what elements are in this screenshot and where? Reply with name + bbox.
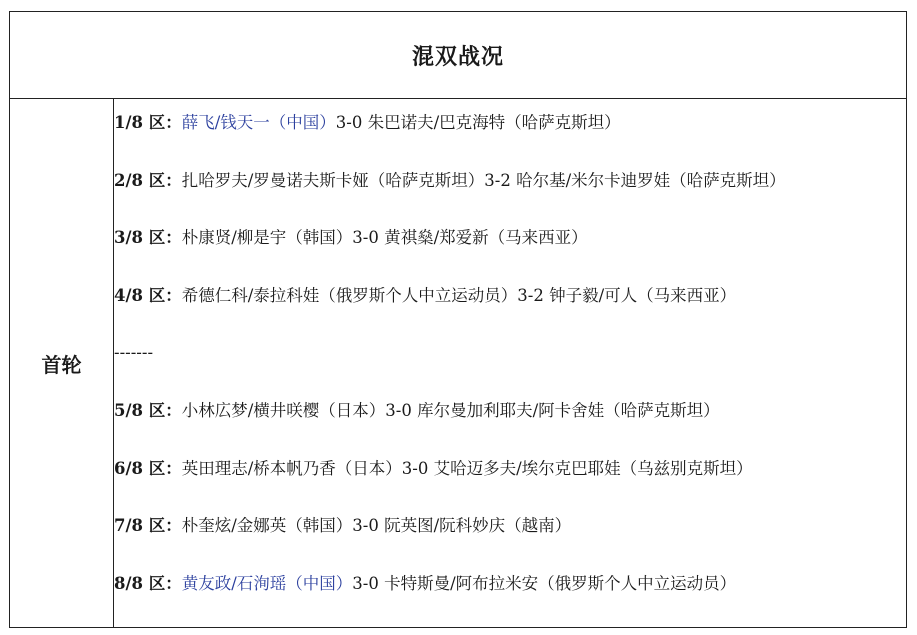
zone-label: 5/8 区： — [114, 400, 182, 420]
match-line — [114, 166, 894, 224]
team2-name: 阮英图/阮科妙庆（越南） — [384, 516, 572, 536]
team2-name: 卡特斯曼/阿布拉米安（俄罗斯个人中立运动员） — [384, 573, 737, 593]
separator-line: ------- — [114, 343, 154, 363]
match-score: 3-2 — [517, 285, 544, 305]
team2-name: 黄祺燊/郑爱新（马来西亚） — [384, 228, 588, 248]
zone-label: 8/8 区： — [114, 573, 182, 593]
match-list — [114, 108, 894, 626]
match-line — [114, 281, 894, 339]
team2-name: 库尔曼加利耶夫/阿卡舍娃（哈萨克斯坦） — [417, 400, 720, 420]
zone-label: 3/8 区： — [114, 228, 182, 248]
round-label: 首轮 — [41, 352, 82, 377]
team2-name: 钟子毅/可人（马来西亚） — [549, 285, 737, 305]
round-cell — [10, 99, 114, 627]
zone-label: 2/8 区： — [114, 170, 182, 190]
match-score: 3-0 — [401, 458, 429, 478]
zone-label: 1/8 区： — [114, 113, 182, 132]
zone-label: 6/8 区： — [114, 458, 182, 478]
zone-label: 4/8 区： — [114, 285, 182, 305]
team1-name: 英田理志/桥本帆乃香（日本） — [181, 458, 402, 478]
team2-name: 朱巴诺夫/巴克海特（哈萨克斯坦） — [367, 113, 621, 132]
match-score: 3-0 — [352, 573, 379, 593]
table-header — [10, 12, 906, 99]
match-line — [114, 454, 894, 512]
match-line — [114, 511, 894, 569]
table-title: 混双战况 — [411, 43, 504, 70]
team1-name: 薛飞/钱天一（中国） — [181, 113, 336, 132]
team1-name: 黄友政/石洵瑶（中国） — [181, 573, 353, 593]
team1-name: 希德仁科/泰拉科娃（俄罗斯个人中立运动员） — [181, 285, 518, 305]
match-score: 3-0 — [385, 400, 412, 420]
match-score: 3-0 — [352, 516, 379, 536]
match-line — [114, 108, 894, 166]
match-score: 3-0 — [352, 228, 379, 248]
match-line — [114, 223, 894, 281]
team1-name: 朴奎炫/金娜英（韩国） — [181, 516, 353, 536]
team1-name: 扎哈罗夫/罗曼诺夫斯卡娅（哈萨克斯坦） — [181, 170, 485, 190]
team2-name: 哈尔基/米尔卡迪罗娃（哈萨克斯坦） — [516, 170, 786, 190]
team1-name: 朴康贤/柳是宇（韩国） — [181, 228, 353, 248]
team1-name: 小林広梦/横井咲樱（日本） — [181, 400, 386, 420]
zone-label: 7/8 区： — [114, 516, 182, 536]
match-score: 3-2 — [484, 170, 511, 190]
team2-name: 艾哈迈多夫/埃尔克巴耶娃（乌兹别克斯坦） — [433, 458, 753, 478]
match-line — [114, 569, 894, 627]
match-line — [114, 396, 894, 454]
match-score: 3-0 — [335, 113, 363, 132]
